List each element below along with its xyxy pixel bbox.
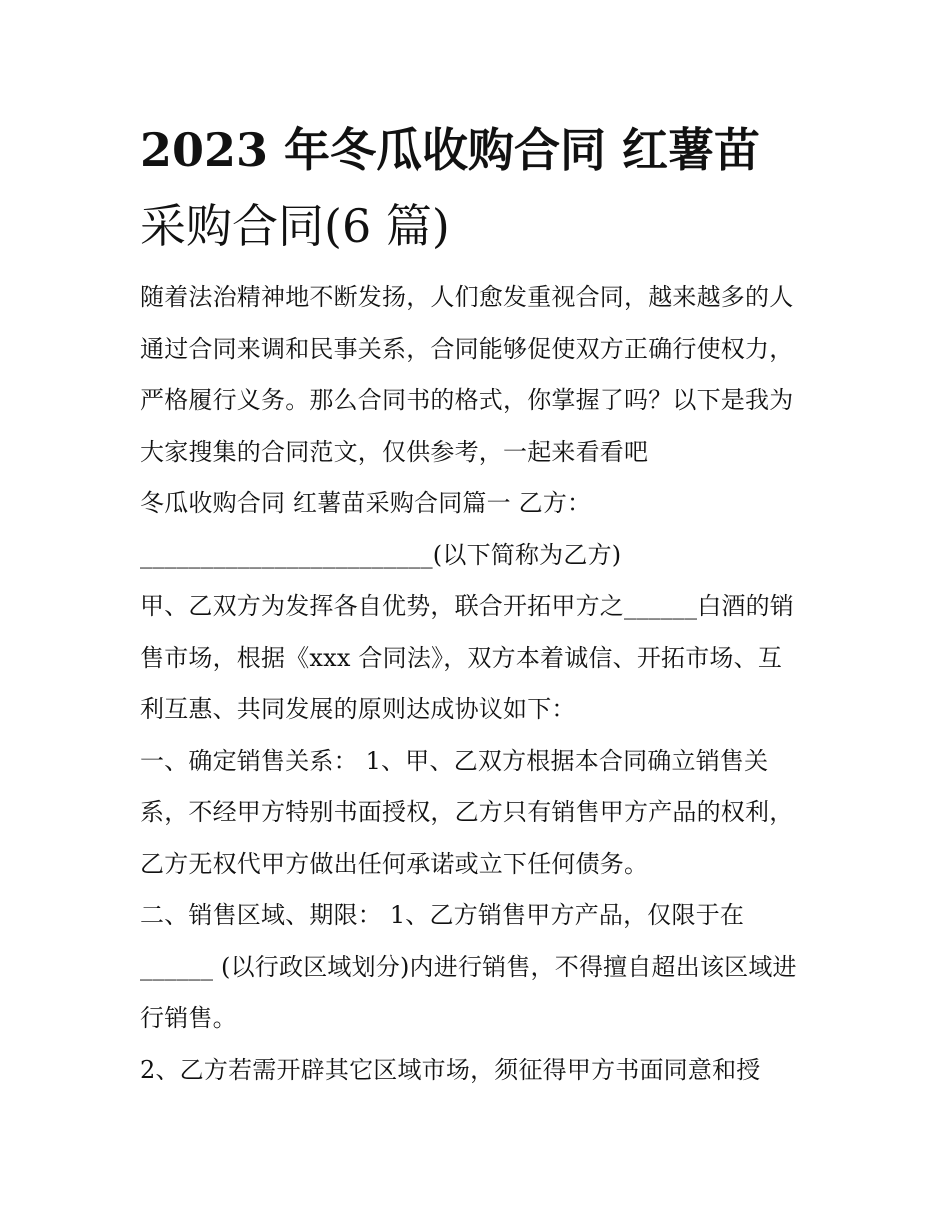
body-line: 系，不经甲方特别书面授权，乙方只有销售甲方产品的权利， xyxy=(140,798,794,826)
body-line: 通过合同来调和民事关系，合同能够促使双方正确行使权力， xyxy=(140,334,794,363)
blank-line-party-b: ________________________(以下简称为乙方) xyxy=(140,540,622,569)
clause-line: 一、确定销售关系： 1、甲、乙双方根据本合同确立销售关 xyxy=(140,746,769,775)
document-title xyxy=(140,112,820,264)
clause-line: 二、销售区域、期限： 1、乙方销售甲方产品，仅限于在 xyxy=(140,901,745,929)
clause-line: 2、乙方若需开辟其它区域市场，须征得甲方书面同意和授 xyxy=(140,1055,761,1084)
title-line-2: 采购合同(6 篇) xyxy=(140,199,450,253)
title-line-1: 2023 年冬瓜收购合同 红薯苗 xyxy=(140,123,761,177)
body-line: 严格履行义务。那么合同书的格式，你掌握了吗？以下是我为 xyxy=(140,386,794,414)
body-line: 随着法治精神地不断发扬，人们愈发重视合同，越来越多的人 xyxy=(140,283,794,311)
document-body xyxy=(140,272,820,1096)
body-line: 甲、乙双方为发挥各自优势，联合开拓甲方之______白酒的销 xyxy=(140,592,794,620)
body-line: 大家搜集的合同范文，仅供参考，一起来看看吧 xyxy=(140,437,649,466)
section-heading-line: 冬瓜收购合同 红薯苗采购合同篇一 乙方： xyxy=(140,489,592,517)
body-line: ______ (以行政区域划分)内进行销售，不得擅自超出该区域进 xyxy=(140,952,797,981)
body-line: 乙方无权代甲方做出任何承诺或立下任何债务。 xyxy=(140,849,649,878)
body-line: 利互惠、共同发展的原则达成协议如下： xyxy=(140,695,576,723)
document-page xyxy=(140,112,820,1096)
body-line: 行销售。 xyxy=(140,1004,237,1032)
body-line: 售市场，根据《xxx 合同法》，双方本着诚信、开拓市场、互 xyxy=(140,643,783,672)
